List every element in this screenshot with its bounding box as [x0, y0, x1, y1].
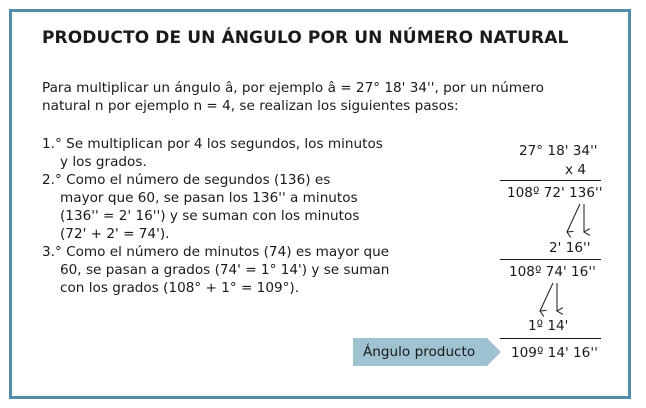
step-1-line: y los grados. — [60, 154, 147, 170]
page-title: PRODUCTO DE UN ÁNGULO POR UN NÚMERO NATURAL — [42, 28, 569, 48]
calc-angle: 27° 18' 34'' — [519, 143, 598, 159]
step-2-line: (136'' = 2' 16'') y se suman con los minutos — [60, 208, 360, 224]
calc-multiplier: x 4 — [565, 162, 587, 178]
step-3-line: con los grados (108° + 1° = 109°). — [60, 280, 300, 296]
calc-minutes-carry: 1º 14' — [528, 318, 569, 334]
calc-partial: 108º 72' 136'' — [507, 185, 603, 201]
step-2-line: 2.° Como el número de segundos (136) es — [42, 172, 331, 188]
arrow-down-left-icon — [540, 283, 553, 311]
step-3-line: 60, se pasan a grados (74' = 1° 14') y se suman — [60, 262, 390, 278]
step-2-line: (72' + 2' = 74'). — [60, 226, 170, 242]
calc-after-minutes: 108º 74' 16'' — [509, 264, 596, 280]
intro-line: natural n por ejemplo n = 4, se realizan los siguientes pasos: — [42, 98, 459, 114]
calc-rule — [500, 259, 601, 260]
step-3-line: 3.° Como el número de minutos (74) es mayor que — [42, 244, 390, 260]
step-2-line: mayor que 60, se pasan los 136'' a minutos — [60, 190, 358, 206]
calc-result: 109º 14' 16'' — [511, 345, 598, 361]
calc-seconds-carry: 2' 16'' — [549, 240, 591, 256]
arrow-down-left-icon — [567, 204, 580, 232]
intro-line: Para multiplicar un ángulo â, por ejemplo â = 27° 18' 34'', por un número — [42, 80, 544, 96]
step-1-line: 1.° Se multiplican por 4 los segundos, los minutos — [42, 136, 383, 152]
calc-rule — [500, 338, 601, 339]
result-label: Ángulo producto — [363, 344, 476, 360]
